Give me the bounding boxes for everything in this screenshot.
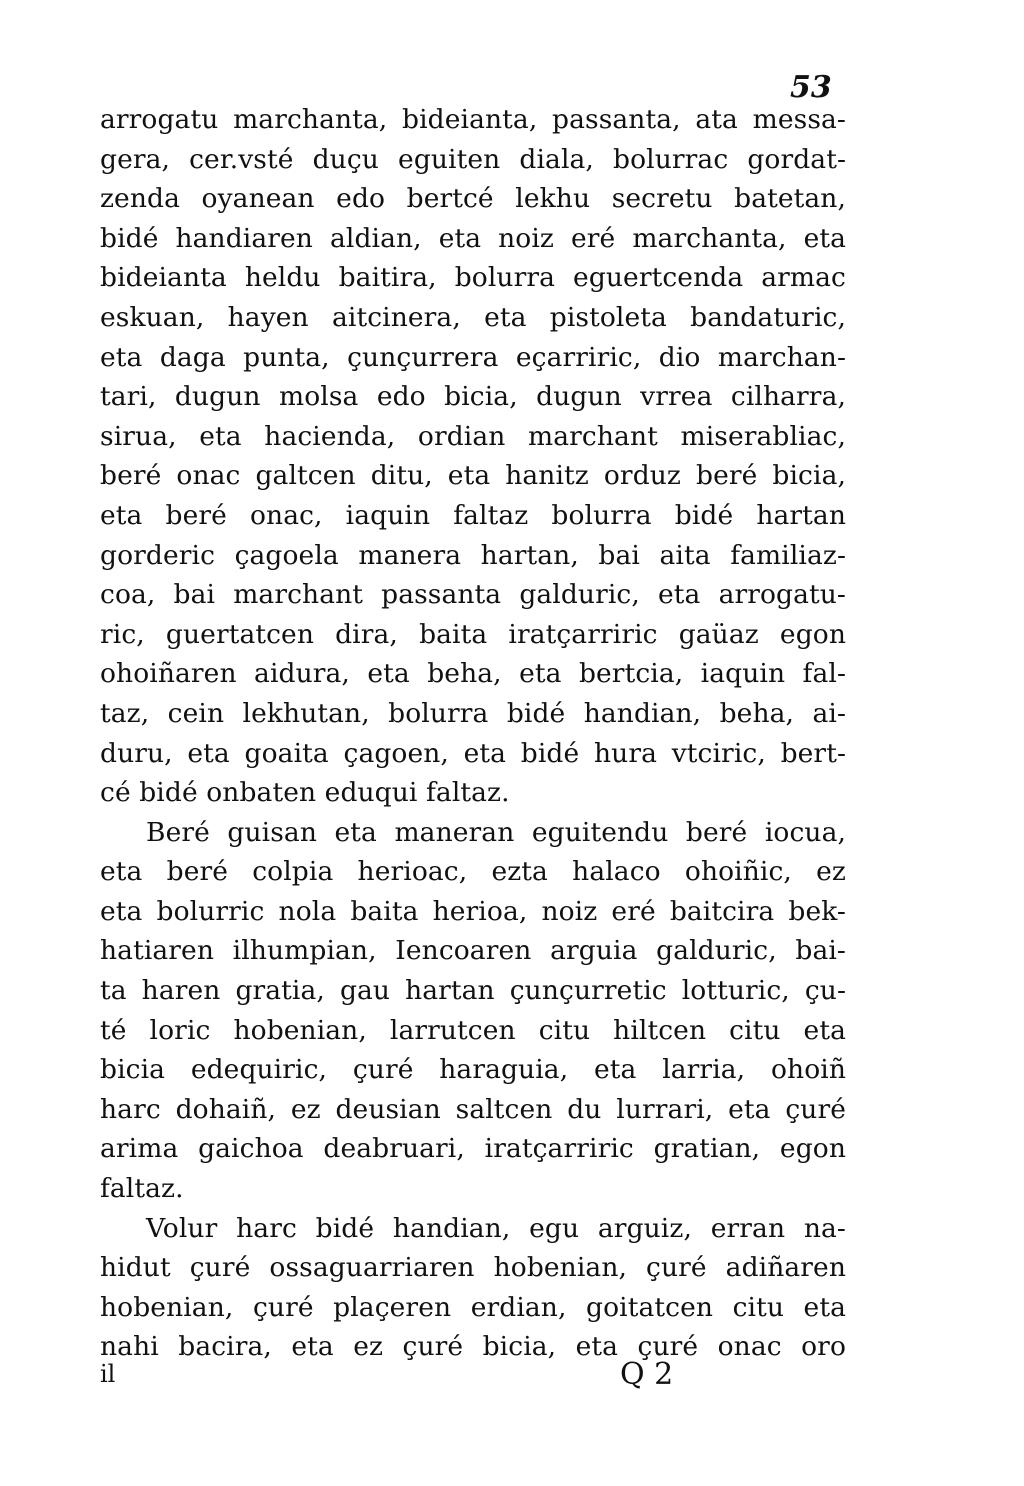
text-line: nahi bacira, eta ez çuré bicia, eta çuré onac oro (100, 1331, 846, 1363)
text-line: hidut çuré ossaguarriaren hobenian, çuré adiñaren (100, 1252, 846, 1284)
text-line: arima gaichoa deabruari, iratçarriric gratian, egon (100, 1133, 846, 1165)
text-line: bideianta heldu baitira, bolurra eguertcenda armac (100, 262, 846, 294)
text-line: bicia edequiric, çuré haraguia, eta larria, ohoiñ (100, 1054, 846, 1086)
body-text (100, 100, 846, 1367)
text-line: cé bidé onbaten eduqui faltaz. (100, 777, 510, 809)
text-line: duru, eta goaita çagoen, eta bidé hura vtciric, bert- (100, 737, 846, 769)
catchword: il (100, 1360, 116, 1388)
text-line: gorderic çagoela manera hartan, bai aita familiaz- (100, 539, 846, 571)
text-line: beré onac galtcen ditu, eta hanitz orduz beré bicia, (100, 460, 846, 492)
text-line: tari, dugun molsa edo bicia, dugun vrrea cilharra, (100, 381, 846, 413)
page-number: 53 (790, 70, 832, 105)
text-line: sirua, eta hacienda, ordian marchant miserabliac, (100, 420, 846, 452)
text-line: arrogatu marchanta, bideianta, passanta, ata messa- (100, 104, 846, 135)
text-line: ta haren gratia, gau hartan çunçurretic lotturic, çu- (100, 975, 846, 1007)
text-line: coa, bai marchant passanta galduric, eta arrogatu- (100, 579, 846, 611)
text-line: ric, guertatcen dira, baita iratçarriric gaüaz egon (100, 618, 846, 650)
text-line: eskuan, hayen aitcinera, eta pistoleta bandaturic, (100, 301, 846, 333)
text-line: bidé handiaren aldian, eta noiz eré marchanta, eta (100, 222, 846, 254)
text-line: eta daga punta, çunçurrera eçarriric, dio marchan- (100, 341, 846, 373)
text-line: té loric hobenian, larrutcen citu hiltcen citu eta (100, 1014, 846, 1046)
text-line: hobenian, çuré plaçeren erdian, goitatcen citu eta (100, 1291, 846, 1323)
text-line: zenda oyanean edo bertcé lekhu secretu batetan, (100, 183, 846, 215)
text-line: eta beré onac, iaquin faltaz bolurra bidé hartan (100, 499, 846, 531)
text-line: harc dohaiñ, ez deusian saltcen du lurrari, eta çuré (100, 1093, 846, 1125)
signature-mark: Q 2 (620, 1357, 674, 1392)
text-line: eta beré colpia herioac, ezta halaco ohoiñic, ez (100, 856, 846, 888)
text-line: eta bolurric nola baita herioa, noiz eré baitcira bek- (100, 895, 846, 927)
paragraph-start-line: Volur harc bidé handian, egu arguiz, erran na- (146, 1212, 846, 1244)
paragraph-start-line: Beré guisan eta maneran eguitendu beré iocua, (146, 816, 846, 848)
text-line: taz, cein lekhutan, bolurra bidé handian, beha, ai- (100, 697, 846, 729)
text-line: faltaz. (100, 1173, 184, 1205)
text-line: hatiaren ilhumpian, Iencoaren arguia galduric, bai- (100, 935, 846, 967)
text-line: gera, cer.vsté duçu eguiten diala, bolurrac gordat- (100, 143, 846, 175)
text-line: ohoiñaren aidura, eta beha, eta bertcia, iaquin fal- (100, 658, 846, 690)
